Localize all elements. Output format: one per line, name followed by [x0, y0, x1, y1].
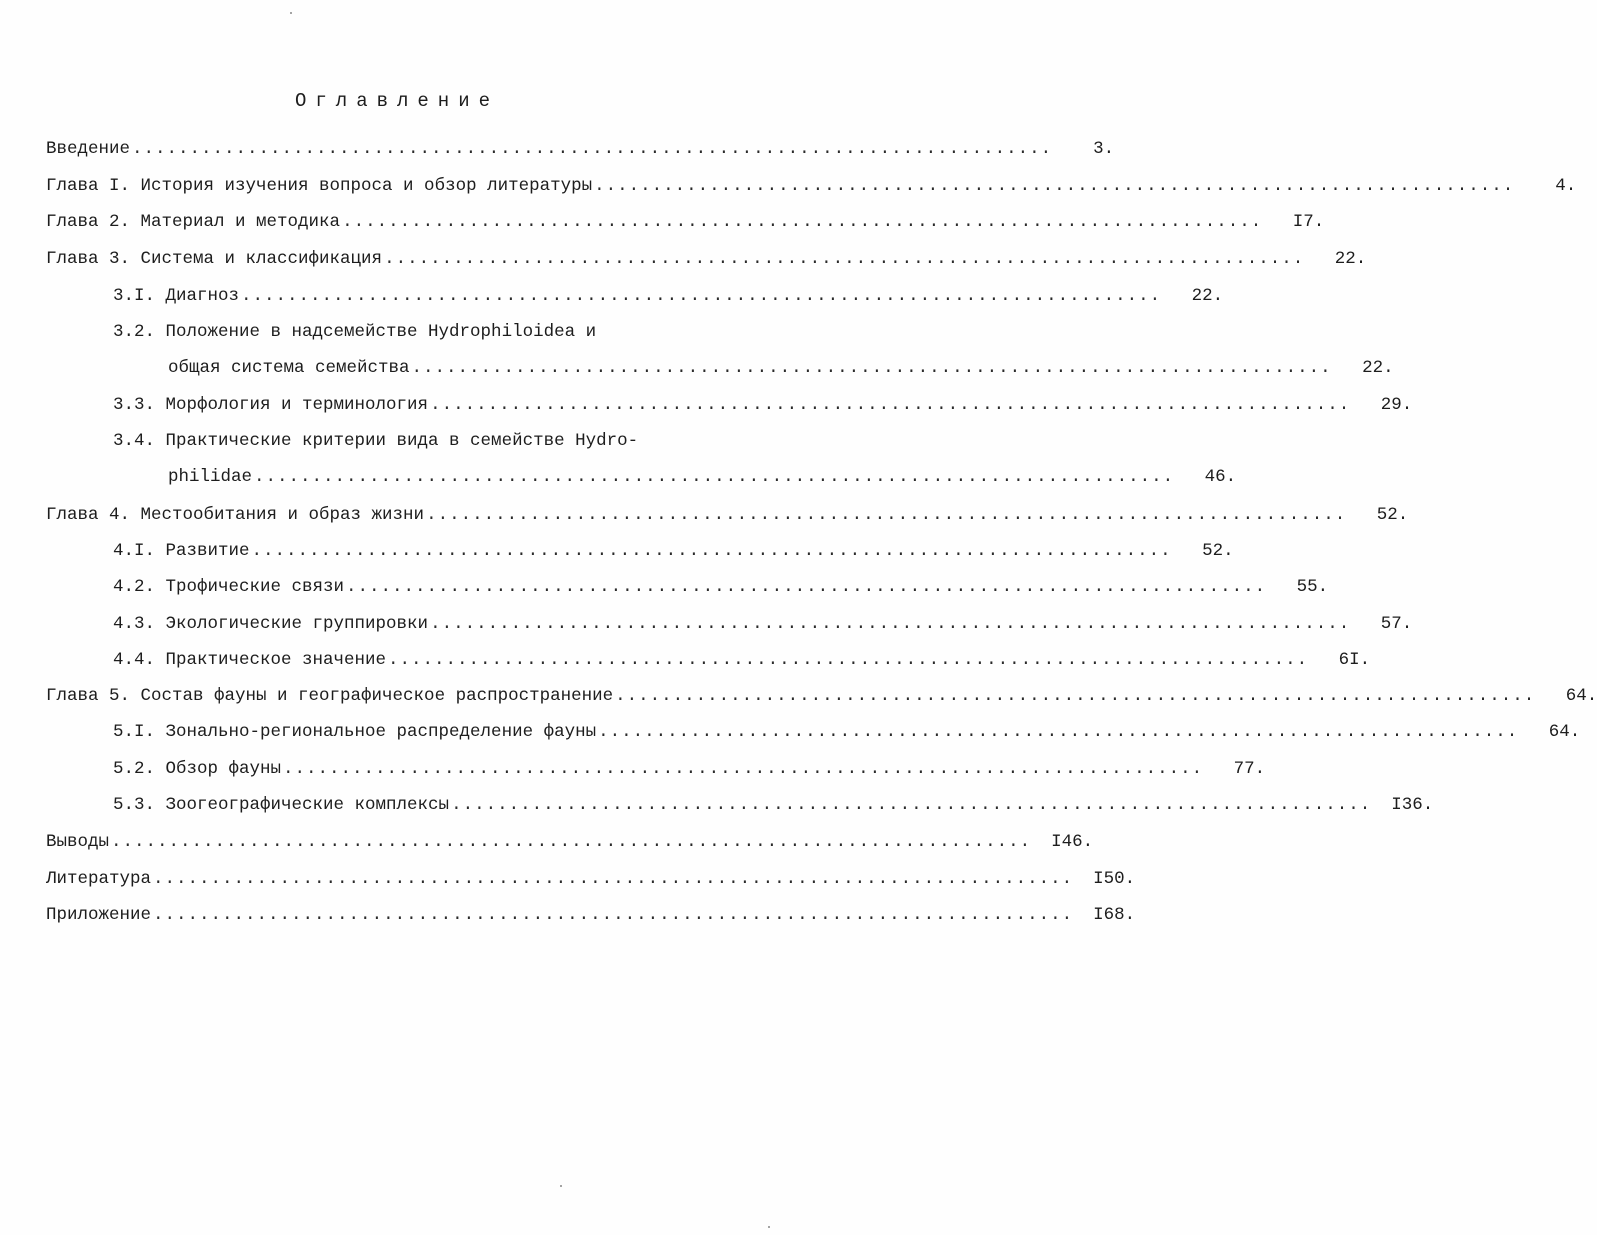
toc-entry	[113, 574, 1329, 600]
toc-leader: ................................................................................	[346, 577, 1267, 597]
toc-entry-label: Введение	[46, 139, 131, 159]
toc-entry-continuation: philidae	[168, 467, 253, 487]
toc-entry	[113, 647, 1371, 673]
toc-entry-label: 4.2. Трофические связи	[113, 577, 345, 597]
toc-entry-label: 3.2. Положение в надсемействе Hydrophiloidea и	[113, 322, 597, 342]
toc-entry-label: Глава 4. Местообитания и образ жизни	[46, 505, 425, 525]
toc-leader: ................................................................................	[388, 650, 1309, 670]
toc-entry	[46, 866, 1136, 892]
scan-speck	[290, 12, 292, 14]
toc-entry	[113, 719, 1581, 745]
toc-leader: ................................................................................	[594, 176, 1515, 196]
toc-entry-label: Глава 5. Состав фауны и географическое распространение	[46, 686, 614, 706]
toc-entry-page: 6I.	[1338, 650, 1371, 670]
toc-entry-page: 46.	[1204, 467, 1237, 487]
toc-leader: ................................................................................	[384, 249, 1305, 269]
toc-entry	[46, 173, 1577, 199]
toc-leader: ................................................................................	[598, 722, 1519, 742]
toc-entry	[46, 902, 1136, 928]
toc-entry-label: 5.I. Зонально-региональное распределение фауны	[113, 722, 597, 742]
toc-entry-label: 5.3. Зоогеографические комплексы	[113, 795, 450, 815]
toc-entry	[46, 502, 1409, 528]
toc-leader: ................................................................................	[251, 541, 1172, 561]
toc-entry-label: Литература	[46, 869, 152, 889]
toc-leader: ................................................................................	[241, 286, 1162, 306]
toc-entry	[46, 136, 1115, 162]
toc-entry	[113, 611, 1413, 637]
toc-leader: ................................................................................	[615, 686, 1536, 706]
toc-entry-page: 64.	[1565, 686, 1597, 706]
toc-entry-page: I46.	[1051, 832, 1094, 852]
toc-entry-label: 5.2. Обзор фауны	[113, 759, 282, 779]
toc-entry	[113, 538, 1234, 564]
toc-entry-label: 4.3. Экологические группировки	[113, 614, 429, 634]
toc-entry-label: 3.4. Практические критерии вида в семействе Hydro-	[113, 431, 639, 451]
toc-leader: ................................................................................	[451, 795, 1372, 815]
toc-leader: ................................................................................	[254, 467, 1175, 487]
toc-leader: ................................................................................	[411, 358, 1332, 378]
toc-entry	[113, 283, 1224, 309]
toc-entry-page: I50.	[1093, 869, 1136, 889]
toc-entry-label: Выводы	[46, 832, 110, 852]
toc-entry	[46, 246, 1367, 272]
toc-entry	[113, 792, 1434, 818]
toc-entry	[168, 464, 1237, 490]
toc-leader: ................................................................................	[153, 905, 1074, 925]
toc-entry	[113, 392, 1413, 418]
toc-entry-page: 22.	[1334, 249, 1367, 269]
toc-entry-label: 4.I. Развитие	[113, 541, 250, 561]
toc-entry-page: 64.	[1548, 722, 1581, 742]
toc-entry-page: 57.	[1380, 614, 1413, 634]
page-title: Оглавление	[294, 90, 500, 112]
toc-entry-label: 4.4. Практическое значение	[113, 650, 387, 670]
toc-entry-label: 3.I. Диагноз	[113, 286, 240, 306]
toc-entry-page: 29.	[1380, 395, 1413, 415]
toc-entry-label: Приложение	[46, 905, 152, 925]
toc-entry-page: 22.	[1362, 358, 1394, 378]
toc-entry-page: 77.	[1233, 759, 1266, 779]
toc-entry-page: I7.	[1292, 212, 1325, 232]
toc-entry-label: Глава 2. Материал и методика	[46, 212, 341, 232]
toc-leader: ................................................................................	[426, 505, 1347, 525]
toc-entry-label: Глава 3. Система и классификация	[46, 249, 383, 269]
toc-entry	[46, 209, 1325, 235]
toc-leader: ................................................................................	[430, 614, 1351, 634]
toc-entry	[168, 355, 1394, 381]
toc-entry-label: 3.3. Морфология и терминология	[113, 395, 429, 415]
toc-entry-page: I68.	[1093, 905, 1136, 925]
toc-entry-page: 22.	[1191, 286, 1224, 306]
toc-leader: ................................................................................	[111, 832, 1032, 852]
toc-leader: ................................................................................	[132, 139, 1053, 159]
toc-entry-page: 52.	[1376, 505, 1409, 525]
scan-speck	[560, 1185, 562, 1187]
toc-entry-page: 52.	[1202, 541, 1234, 561]
toc-entry	[113, 756, 1266, 782]
toc-entry-page: 4.	[1555, 176, 1577, 196]
toc-entry-continuation: общая система семейства	[168, 358, 410, 378]
toc-entry	[46, 683, 1597, 709]
toc-entry-page: I36.	[1391, 795, 1434, 815]
toc-leader: ................................................................................	[342, 212, 1263, 232]
toc-entry	[46, 829, 1094, 855]
toc-entry-page: 55.	[1296, 577, 1329, 597]
scan-speck	[768, 1226, 770, 1228]
toc-leader: ................................................................................	[430, 395, 1351, 415]
toc-leader: ................................................................................	[283, 759, 1204, 779]
toc-entry-label: Глава I. История изучения вопроса и обзор литературы	[46, 176, 593, 196]
toc-leader: ................................................................................	[153, 869, 1074, 889]
toc-entry-page: 3.	[1093, 139, 1115, 159]
